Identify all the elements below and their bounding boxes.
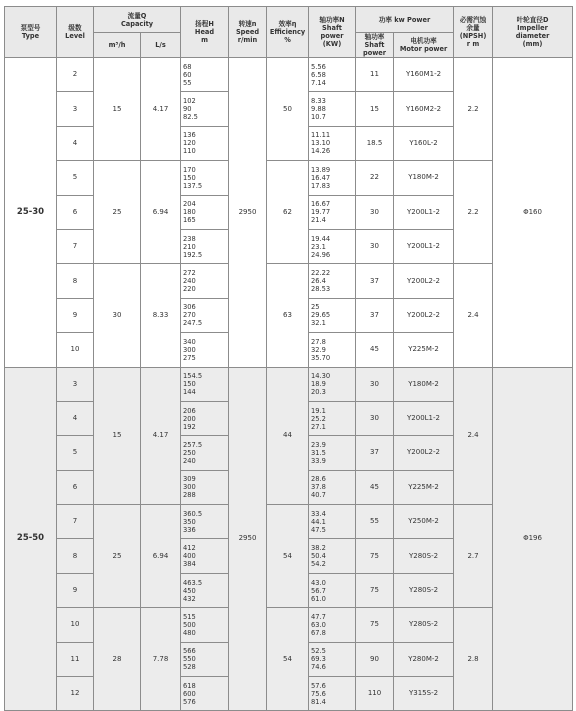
- shaft-power-cell: 90: [356, 642, 394, 676]
- capacity-ls-cell: 4.17: [141, 367, 181, 505]
- header-type: 泵型号 Type: [5, 7, 57, 58]
- capacity-m3h-cell: 28: [94, 608, 141, 711]
- header-impeller: 叶轮直径D Impeller diameter (mm): [493, 7, 573, 58]
- motor-power-cell: Y280S-2: [394, 573, 454, 607]
- value-line: 38.2: [311, 544, 326, 553]
- value-line: 300: [183, 345, 196, 354]
- motor-power-cell: Y160M2-2: [394, 92, 454, 126]
- shaft-power-cell: 37: [356, 264, 394, 298]
- value-line: 24.96: [311, 250, 331, 259]
- npsh-cell: 2.4: [454, 264, 493, 367]
- value-line: 55: [183, 78, 192, 87]
- efficiency-cell: 63: [267, 264, 309, 367]
- value-line: 43.0: [311, 578, 326, 587]
- value-line: 25.2: [311, 414, 326, 423]
- value-line: 37.8: [311, 483, 326, 492]
- head-cell: [181, 195, 229, 229]
- value-line: 40.7: [311, 491, 326, 500]
- shaft-power-cell: 45: [356, 333, 394, 367]
- value-line: 54.2: [311, 560, 326, 569]
- head-cell: [181, 608, 229, 642]
- npsh-cell: 2.8: [454, 608, 493, 711]
- value-line: 154.5: [183, 372, 203, 381]
- value-line: 27.1: [311, 422, 326, 431]
- value-line: 10.7: [311, 113, 326, 122]
- value-line: 14.26: [311, 147, 331, 156]
- value-line: 75.6: [311, 689, 326, 698]
- shaft-power-n-cell: [309, 333, 356, 367]
- motor-power-cell: Y180M-2: [394, 161, 454, 195]
- value-line: 400: [183, 552, 196, 561]
- value-line: 200: [183, 414, 196, 423]
- header-capacity-m3h: m³/h: [94, 33, 141, 58]
- capacity-m3h-cell: 25: [94, 161, 141, 264]
- value-line: 247.5: [183, 319, 203, 328]
- header-shaft-power-n: 轴功率N Shaft power (KW): [309, 7, 356, 58]
- level-cell: 7: [57, 505, 94, 539]
- value-line: 180: [183, 208, 196, 217]
- motor-power-cell: Y225M-2: [394, 333, 454, 367]
- value-line: 270: [183, 311, 196, 320]
- table-row: [5, 505, 573, 539]
- level-cell: 8: [57, 264, 94, 298]
- value-line: 47.5: [311, 525, 326, 534]
- shaft-power-cell: 30: [356, 229, 394, 263]
- value-line: 22.22: [311, 269, 331, 278]
- level-cell: 10: [57, 608, 94, 642]
- motor-power-cell: Y200L2-2: [394, 264, 454, 298]
- shaft-power-cell: 37: [356, 436, 394, 470]
- value-line: 463.5: [183, 578, 203, 587]
- motor-power-cell: Y280S-2: [394, 608, 454, 642]
- value-line: 288: [183, 491, 196, 500]
- level-cell: 4: [57, 126, 94, 160]
- value-line: 63.0: [311, 620, 326, 629]
- shaft-power-cell: 30: [356, 195, 394, 229]
- value-line: 19.1: [311, 406, 326, 415]
- value-line: 136: [183, 131, 196, 140]
- level-cell: 8: [57, 539, 94, 573]
- value-line: 8.33: [311, 97, 326, 106]
- value-line: 20.3: [311, 388, 326, 397]
- head-cell: [181, 367, 229, 401]
- value-line: 257.5: [183, 440, 203, 449]
- capacity-ls-cell: 7.78: [141, 608, 181, 711]
- shaft-power-n-cell: [309, 161, 356, 195]
- head-cell: [181, 298, 229, 332]
- head-cell: [181, 677, 229, 711]
- value-line: 17.83: [311, 181, 331, 190]
- motor-power-cell: Y225M-2: [394, 470, 454, 504]
- shaft-power-n-cell: [309, 126, 356, 160]
- value-line: 110: [183, 147, 196, 156]
- capacity-ls-cell: 6.94: [141, 505, 181, 608]
- level-cell: 2: [57, 58, 94, 92]
- value-line: 350: [183, 517, 196, 526]
- header-capacity: 流量Q Capacity: [94, 7, 181, 33]
- value-line: 450: [183, 586, 196, 595]
- value-line: 576: [183, 697, 196, 706]
- shaft-power-n-cell: [309, 195, 356, 229]
- head-cell: [181, 401, 229, 435]
- value-line: 238: [183, 234, 196, 243]
- value-line: 25: [311, 303, 320, 312]
- value-line: 137.5: [183, 181, 203, 190]
- level-cell: 11: [57, 642, 94, 676]
- header-shaft-power: 轴功率 Shaft power: [356, 33, 394, 58]
- value-line: 528: [183, 663, 196, 672]
- value-line: 27.8: [311, 337, 326, 346]
- npsh-cell: 2.2: [454, 58, 493, 161]
- value-line: 52.5: [311, 647, 326, 656]
- level-cell: 6: [57, 195, 94, 229]
- value-line: 47.7: [311, 612, 326, 621]
- header-npsh: 必需汽蚀 余量 (NPSH) r m: [454, 7, 493, 58]
- value-line: 32.1: [311, 319, 326, 328]
- head-cell: [181, 333, 229, 367]
- header-level: 级数 Level: [57, 7, 94, 58]
- level-cell: 6: [57, 470, 94, 504]
- value-line: 240: [183, 277, 196, 286]
- value-line: 56.7: [311, 586, 326, 595]
- efficiency-cell: 54: [267, 608, 309, 711]
- head-cell: [181, 264, 229, 298]
- value-line: 170: [183, 165, 196, 174]
- value-line: 35.70: [311, 353, 331, 362]
- value-line: 340: [183, 337, 196, 346]
- level-cell: 12: [57, 677, 94, 711]
- value-line: 275: [183, 353, 196, 362]
- table-row: [5, 58, 573, 92]
- shaft-power-n-cell: [309, 505, 356, 539]
- head-cell: [181, 573, 229, 607]
- pump-type: 25-30: [5, 58, 57, 368]
- shaft-power-n-cell: [309, 677, 356, 711]
- value-line: 360.5: [183, 509, 203, 518]
- shaft-power-cell: 75: [356, 608, 394, 642]
- value-line: 165: [183, 216, 196, 225]
- motor-power-cell: Y250M-2: [394, 505, 454, 539]
- value-line: 336: [183, 525, 196, 534]
- value-line: 220: [183, 285, 196, 294]
- value-line: 33.4: [311, 509, 326, 518]
- level-cell: 7: [57, 229, 94, 263]
- pump-type: 25-50: [5, 367, 57, 711]
- value-line: 600: [183, 689, 196, 698]
- value-line: 28.53: [311, 285, 331, 294]
- value-line: 102: [183, 97, 196, 106]
- value-line: 7.14: [311, 78, 326, 87]
- shaft-power-n-cell: [309, 642, 356, 676]
- shaft-power-n-cell: [309, 470, 356, 504]
- value-line: 13.10: [311, 139, 331, 148]
- shaft-power-n-cell: [309, 401, 356, 435]
- value-line: 5.56: [311, 62, 326, 71]
- value-line: 32.9: [311, 345, 326, 354]
- shaft-power-cell: 37: [356, 298, 394, 332]
- shaft-power-n-cell: [309, 298, 356, 332]
- value-line: 150: [183, 173, 196, 182]
- impeller-cell: Φ160: [493, 58, 573, 368]
- value-line: 33.9: [311, 456, 326, 465]
- value-line: 50.4: [311, 552, 326, 561]
- value-line: 210: [183, 242, 196, 251]
- value-line: 306: [183, 303, 196, 312]
- shaft-power-cell: 75: [356, 539, 394, 573]
- shaft-power-n-cell: [309, 539, 356, 573]
- motor-power-cell: Y200L2-2: [394, 436, 454, 470]
- capacity-m3h-cell: 15: [94, 58, 141, 161]
- value-line: 19.77: [311, 208, 331, 217]
- table-row: [5, 161, 573, 195]
- value-line: 300: [183, 483, 196, 492]
- header-capacity-ls: L/s: [141, 33, 181, 58]
- capacity-ls-cell: 6.94: [141, 161, 181, 264]
- motor-power-cell: Y180M-2: [394, 367, 454, 401]
- npsh-cell: 2.4: [454, 367, 493, 505]
- level-cell: 9: [57, 298, 94, 332]
- value-line: 6.58: [311, 70, 326, 79]
- head-cell: [181, 92, 229, 126]
- value-line: 60: [183, 70, 192, 79]
- npsh-cell: 2.2: [454, 161, 493, 264]
- value-line: 550: [183, 655, 196, 664]
- table-row: [5, 264, 573, 298]
- shaft-power-cell: 30: [356, 367, 394, 401]
- header-speed: 转速n Speed r/min: [229, 7, 267, 58]
- value-line: 16.47: [311, 173, 331, 182]
- value-line: 14.30: [311, 372, 331, 381]
- value-line: 566: [183, 647, 196, 656]
- motor-power-cell: Y200L2-2: [394, 298, 454, 332]
- value-line: 67.8: [311, 628, 326, 637]
- header-efficiency: 效率η Efficiency %: [267, 7, 309, 58]
- value-line: 9.88: [311, 105, 326, 114]
- value-line: 192.5: [183, 250, 203, 259]
- value-line: 16.67: [311, 200, 331, 209]
- efficiency-cell: 62: [267, 161, 309, 264]
- speed-cell: 2950: [229, 58, 267, 368]
- value-line: 19.44: [311, 234, 331, 243]
- capacity-m3h-cell: 15: [94, 367, 141, 505]
- value-line: 150: [183, 380, 196, 389]
- shaft-power-cell: 15: [356, 92, 394, 126]
- shaft-power-cell: 11: [356, 58, 394, 92]
- motor-power-cell: Y160L-2: [394, 126, 454, 160]
- value-line: 28.6: [311, 475, 326, 484]
- npsh-cell: 2.7: [454, 505, 493, 608]
- value-line: 250: [183, 448, 196, 457]
- motor-power-cell: Y200L1-2: [394, 401, 454, 435]
- head-cell: [181, 161, 229, 195]
- capacity-ls-cell: 4.17: [141, 58, 181, 161]
- capacity-ls-cell: 8.33: [141, 264, 181, 367]
- shaft-power-n-cell: [309, 229, 356, 263]
- value-line: 206: [183, 406, 196, 415]
- value-line: 44.1: [311, 517, 326, 526]
- value-line: 23.9: [311, 440, 326, 449]
- value-line: 26.4: [311, 277, 326, 286]
- level-cell: 5: [57, 161, 94, 195]
- impeller-cell: Φ196: [493, 367, 573, 711]
- shaft-power-n-cell: [309, 573, 356, 607]
- shaft-power-cell: 45: [356, 470, 394, 504]
- table-body: [5, 58, 573, 711]
- table-row: [5, 608, 573, 642]
- shaft-power-n-cell: [309, 58, 356, 92]
- header-motor-power: 电机功率 Motor power: [394, 33, 454, 58]
- value-line: 90: [183, 105, 192, 114]
- head-cell: [181, 505, 229, 539]
- value-line: 618: [183, 681, 196, 690]
- value-line: 204: [183, 200, 196, 209]
- shaft-power-n-cell: [309, 367, 356, 401]
- value-line: 81.4: [311, 697, 326, 706]
- shaft-power-cell: 110: [356, 677, 394, 711]
- value-line: 31.5: [311, 448, 326, 457]
- level-cell: 3: [57, 92, 94, 126]
- motor-power-cell: Y200L1-2: [394, 229, 454, 263]
- shaft-power-cell: 30: [356, 401, 394, 435]
- level-cell: 3: [57, 367, 94, 401]
- level-cell: 4: [57, 401, 94, 435]
- level-cell: 9: [57, 573, 94, 607]
- value-line: 412: [183, 544, 196, 553]
- value-line: 240: [183, 456, 196, 465]
- value-line: 120: [183, 139, 196, 148]
- shaft-power-n-cell: [309, 92, 356, 126]
- value-line: 500: [183, 620, 196, 629]
- motor-power-cell: Y200L1-2: [394, 195, 454, 229]
- value-line: 432: [183, 594, 196, 603]
- pump-performance-table: [4, 6, 573, 711]
- value-line: 21.4: [311, 216, 326, 225]
- motor-power-cell: Y280M-2: [394, 642, 454, 676]
- shaft-power-cell: 75: [356, 573, 394, 607]
- motor-power-cell: Y315S-2: [394, 677, 454, 711]
- head-cell: [181, 539, 229, 573]
- value-line: 272: [183, 269, 196, 278]
- pump-spec-table-container: [4, 6, 572, 706]
- value-line: 11.11: [311, 131, 331, 140]
- head-cell: [181, 126, 229, 160]
- value-line: 18.9: [311, 380, 326, 389]
- value-line: 13.89: [311, 165, 331, 174]
- header-head: 扬程H Head m: [181, 7, 229, 58]
- efficiency-cell: 44: [267, 367, 309, 505]
- value-line: 192: [183, 422, 196, 431]
- efficiency-cell: 50: [267, 58, 309, 161]
- table-row: [5, 367, 573, 401]
- shaft-power-n-cell: [309, 436, 356, 470]
- speed-cell: 2950: [229, 367, 267, 711]
- value-line: 29.65: [311, 311, 331, 320]
- shaft-power-cell: 22: [356, 161, 394, 195]
- value-line: 309: [183, 475, 196, 484]
- value-line: 515: [183, 612, 196, 621]
- value-line: 144: [183, 388, 196, 397]
- value-line: 82.5: [183, 113, 198, 122]
- capacity-m3h-cell: 25: [94, 505, 141, 608]
- head-cell: [181, 436, 229, 470]
- level-cell: 10: [57, 333, 94, 367]
- value-line: 68: [183, 62, 192, 71]
- shaft-power-n-cell: [309, 608, 356, 642]
- shaft-power-cell: 18.5: [356, 126, 394, 160]
- motor-power-cell: Y160M1-2: [394, 58, 454, 92]
- capacity-m3h-cell: 30: [94, 264, 141, 367]
- value-line: 74.6: [311, 663, 326, 672]
- head-cell: [181, 229, 229, 263]
- level-cell: 5: [57, 436, 94, 470]
- head-cell: [181, 470, 229, 504]
- head-cell: [181, 58, 229, 92]
- shaft-power-cell: 55: [356, 505, 394, 539]
- motor-power-cell: Y280S-2: [394, 539, 454, 573]
- head-cell: [181, 642, 229, 676]
- efficiency-cell: 54: [267, 505, 309, 608]
- value-line: 480: [183, 628, 196, 637]
- value-line: 69.3: [311, 655, 326, 664]
- shaft-power-n-cell: [309, 264, 356, 298]
- value-line: 23.1: [311, 242, 326, 251]
- value-line: 61.0: [311, 594, 326, 603]
- header-power: 功率 kw Power: [356, 7, 454, 33]
- value-line: 384: [183, 560, 196, 569]
- value-line: 57.6: [311, 681, 326, 690]
